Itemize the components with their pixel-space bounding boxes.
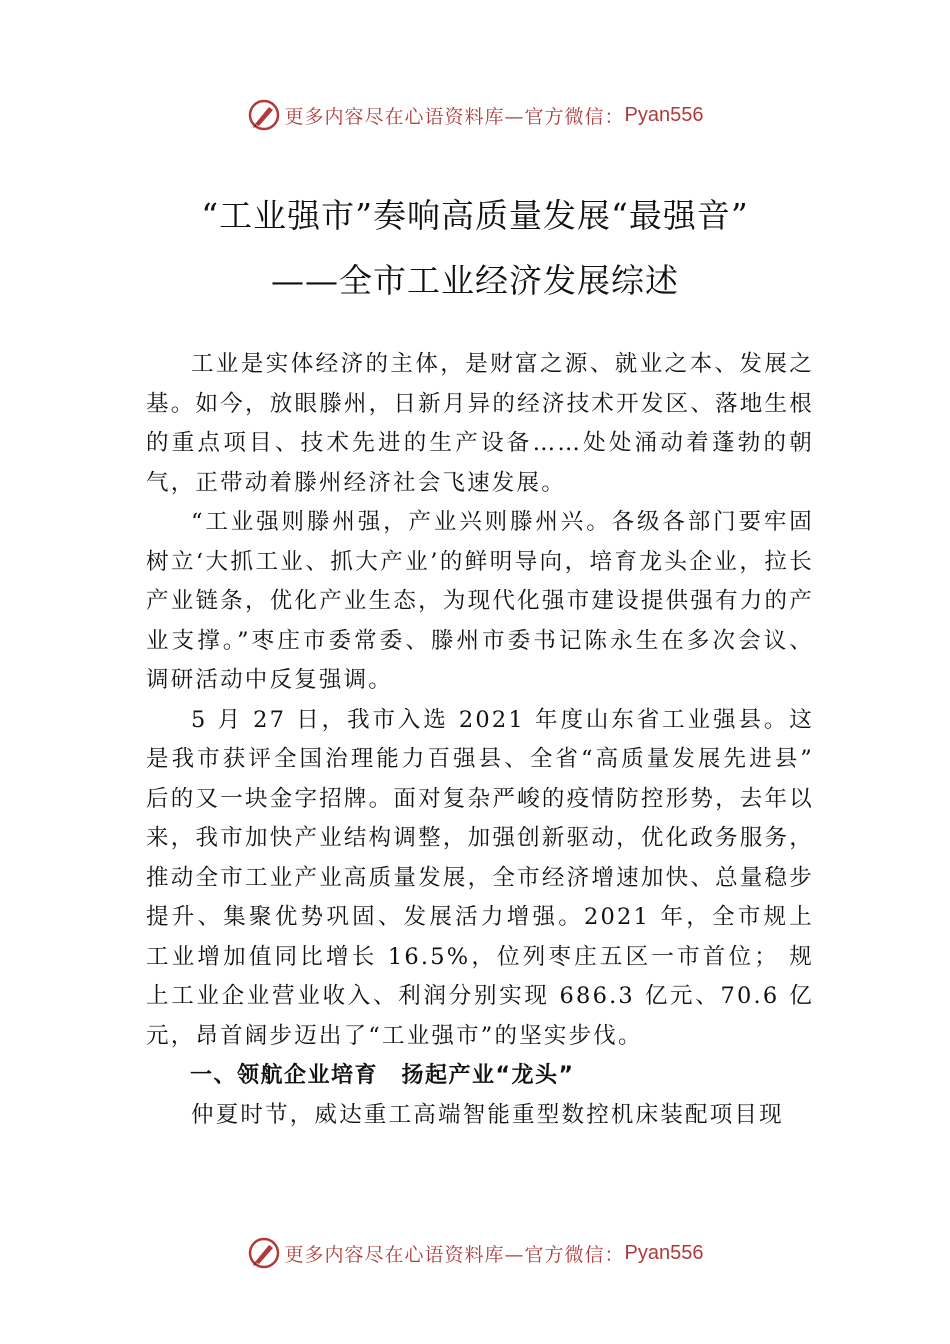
document-subtitle: ——全市工业经济发展综述 (271, 261, 679, 300)
document-title: “工业强市”奏响高质量发展“最强音” (201, 196, 749, 235)
header-banner-wechat-id: Pyan556 (624, 103, 704, 126)
paragraph-3: 5 月 27 日，我市入选 2021 年度山东省工业强县。这是我市获评全国治理能力百强县、全省“高质量发展先进县” 后的又一块金字招牌。面对复杂严峻的疫情防控形势，去年以来，我市加快产业结构调整，加强创新驱动，优化政务服务，推动全市工业产业高质量发展，全市经济增速加快、总量稳步提升、集聚优势巩固、发展活力增强。2021 年，全市规上工业增加值同比增长 16.5%，位列枣庄五区一市首位； 规上工业企业营业收入、利润分别实现 686.3 亿元、70.6 亿元，昂首阔步迈出了“工业强市”的坚实步伐。 (146, 706, 814, 1049)
paragraph-2: “工业强则滕州强，产业兴则滕州兴。各级各部门要牢固树立‘大抓工业、抓大产业’的鲜明导向，培育龙头企业，拉长产业链条，优化产业生态，为现代化强市建设提供强有力的产业支撑。”枣庄市委常委、滕州市委书记陈永生在多次会议、调研活动中反复强调。 (146, 509, 814, 693)
section-heading: 一、领航企业培育 扬起产业“龙头” (190, 1063, 575, 1088)
document-body (146, 345, 814, 1135)
footer-watermark-banner (0, 1235, 950, 1271)
footer-banner-wechat-id: Pyan556 (624, 1241, 704, 1264)
header-watermark-banner (0, 97, 950, 133)
paragraph-4: 仲夏时节，威达重工高端智能重型数控机床装配项目现 (191, 1101, 784, 1128)
pen-logo-icon (247, 1236, 281, 1270)
paragraph-1: 工业是实体经济的主体，是财富之源、就业之本、发展之基。如今，放眼滕州，日新月异的经济技术开发区、落地生根的重点项目、技术先进的生产设备……处处涌动着蓬勃的朝气，正带动着滕州经济社会飞速发展。 (146, 351, 814, 496)
pen-logo-icon (247, 98, 281, 132)
header-banner-text: 更多内容尽在心语资料库—官方微信： (284, 105, 625, 128)
footer-banner-text: 更多内容尽在心语资料库—官方微信： (284, 1243, 625, 1266)
